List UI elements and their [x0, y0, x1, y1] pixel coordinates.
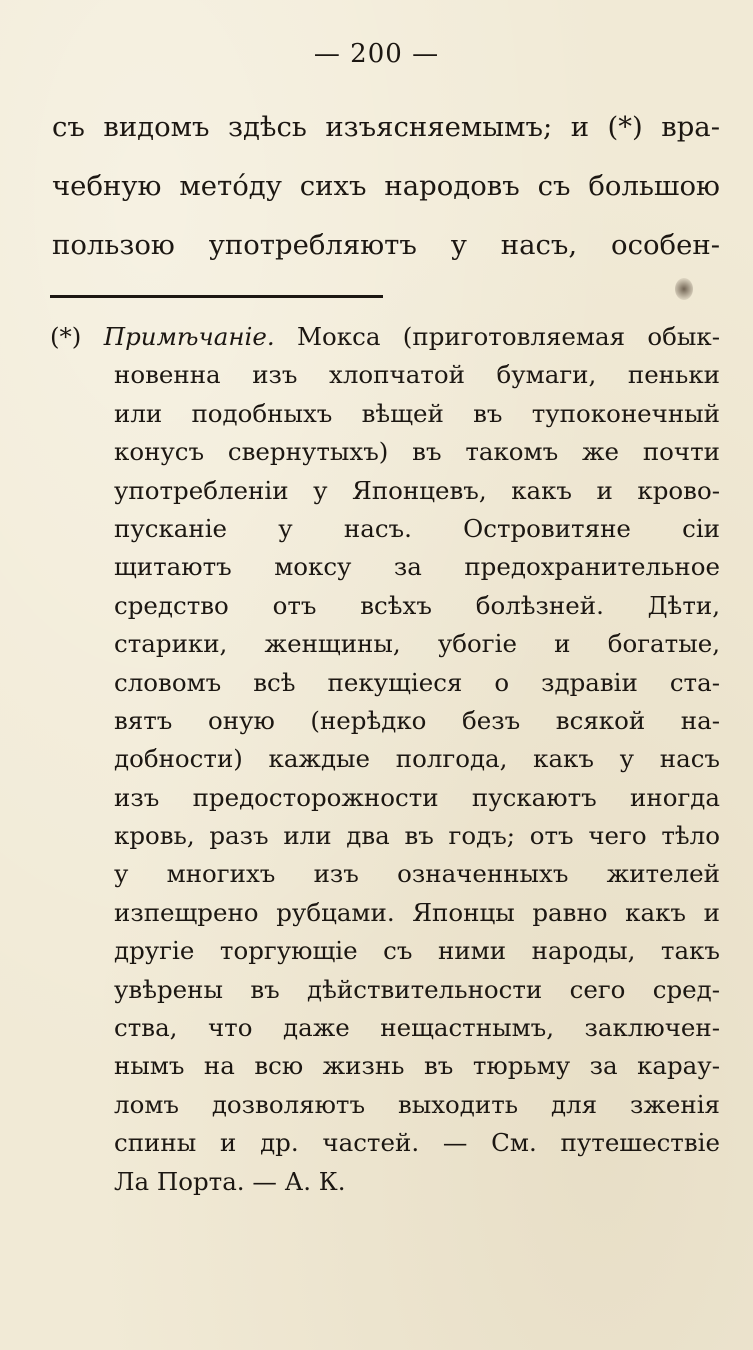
footnote-first-line-text: Мокса (приготовляемая обык-	[296, 322, 720, 351]
footnote-line: у многихъ изъ означенныхъ жителей	[114, 859, 720, 889]
footnote-separator-rule	[50, 295, 383, 298]
footnote-title: Примѣчаніе.	[103, 322, 275, 351]
footnote-line: изъ предосторожности пускаютъ иногда	[114, 782, 720, 812]
footnote-line: другіе торгующіе съ ними народы, такъ	[114, 936, 720, 966]
footnote-line: щитаютъ моксу за предохранительное	[114, 552, 720, 582]
footnote-line: словомъ всѣ пекущіеся о здравіи ста-	[114, 667, 720, 697]
footnote	[50, 318, 720, 1201]
footnote-marker: (*)	[50, 322, 82, 351]
footnote-line: употребленіи у Японцевъ, какъ и крово-	[114, 475, 720, 505]
footnote-line: конусъ свернутыхъ) въ такомъ же почти	[114, 437, 720, 467]
footnote-line: нымъ на всю жизнь въ тюрьму за карау-	[114, 1051, 720, 1081]
footnote-line: Ла Порта. — А. К.	[114, 1166, 346, 1196]
page-number: — 200 —	[313, 39, 440, 69]
main-text-line: съ видомъ здѣсь изъясняемымъ; и (*) вра-	[52, 111, 720, 143]
main-text-line: чебную метóду сихъ народовъ съ большою	[52, 170, 720, 202]
footnote-line: добности) каждые полгода, какъ у насъ	[114, 744, 720, 774]
footnote-line: средство отъ всѣхъ болѣзней. Дѣти,	[114, 590, 720, 620]
footnote-line: ства, что даже нещастнымъ, заключен-	[114, 1013, 720, 1043]
footnote-line: новенна изъ хлопчатой бумаги, пеньки	[114, 360, 720, 390]
ink-smudge	[675, 278, 693, 300]
footnote-line: кровь, разъ или два въ годъ; отъ чего тѣло	[114, 821, 720, 851]
footnote-line: старики, женщины, убогіе и богатые,	[114, 629, 720, 659]
footnote-line: ломъ дозволяютъ выходить для зженія	[114, 1089, 720, 1119]
footnote-line: увѣрены въ дѣйствительности сего сред-	[114, 974, 720, 1004]
footnote-line: вятъ оную (нерѣдко безъ всякой на-	[114, 705, 720, 735]
main-text-block	[52, 98, 720, 275]
footnote-line: изпещрено рубцами. Японцы равно какъ и	[114, 897, 720, 927]
footnote-line: спины и др. частей. — См. путешествіе	[114, 1128, 720, 1158]
footnote-first-line	[50, 318, 720, 356]
footnote-line: пусканіе у насъ. Островитяне сіи	[114, 513, 720, 543]
main-text-line: пользою употребляютъ у насъ, особен-	[52, 229, 720, 261]
footnote-line: или подобныхъ вѣщей въ тупоконечный	[114, 398, 720, 428]
